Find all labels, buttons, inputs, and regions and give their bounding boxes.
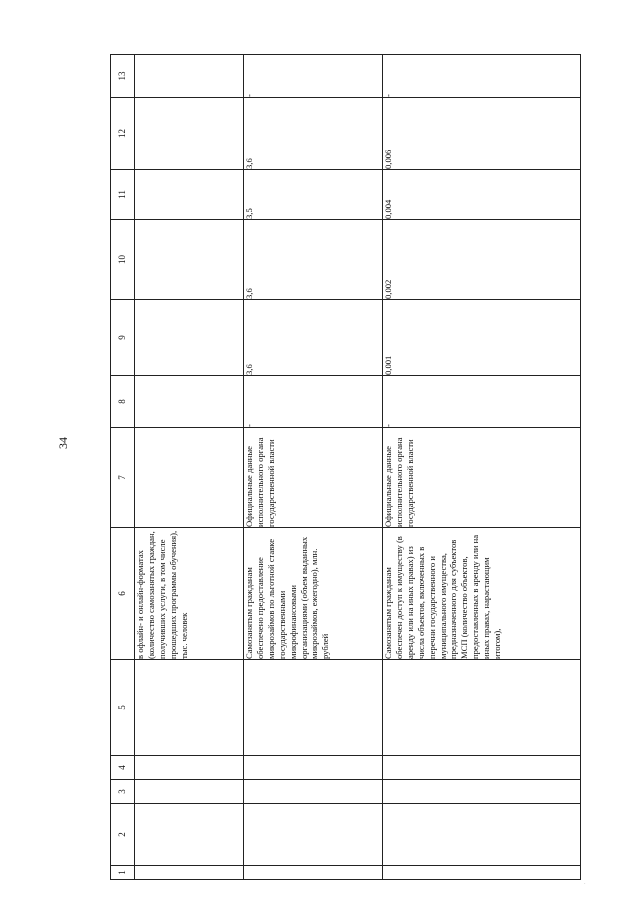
table-row xyxy=(383,55,581,880)
source-cell xyxy=(135,428,244,528)
value-cell xyxy=(135,55,244,98)
col-header-8: 8 xyxy=(111,376,135,428)
value-cell: 3,6 xyxy=(244,300,383,376)
value-cell: 0,004 xyxy=(383,170,581,220)
value-cell xyxy=(135,170,244,220)
col-header-11: 11 xyxy=(111,170,135,220)
value-cell xyxy=(135,376,244,428)
col-header-9: 9 xyxy=(111,300,135,376)
value-cell xyxy=(135,300,244,376)
col-header-7: 7 xyxy=(111,428,135,528)
header-row xyxy=(111,55,135,880)
col-header-3: 3 xyxy=(111,780,135,804)
indicator-cell: Самозанятым гражданам обеспечено предоставление микрозаймов по льготной ставке государственными микрофинансовыми организациями (объем выданных микрозаймов, ежегодно), млн. рублей xyxy=(244,528,383,660)
col-header-10: 10 xyxy=(111,220,135,300)
value-cell: 0,001 xyxy=(383,300,581,376)
col-header-4: 4 xyxy=(111,756,135,780)
value-cell: - xyxy=(383,376,581,428)
value-cell: 3,6 xyxy=(244,220,383,300)
source-cell: Официальные данные исполнительного органа государственной власти xyxy=(244,428,383,528)
value-cell xyxy=(135,98,244,170)
value-cell: 3,5 xyxy=(244,170,383,220)
source-cell: Официальные данные исполнительного органа государственной власти xyxy=(383,428,581,528)
value-cell: 3,6 xyxy=(244,98,383,170)
col-header-6: 6 xyxy=(111,528,135,660)
col-header-13: 13 xyxy=(111,55,135,98)
value-cell xyxy=(135,220,244,300)
scan-mark: · xyxy=(584,882,586,887)
value-cell: - xyxy=(383,55,581,98)
value-cell: 0,006 xyxy=(383,98,581,170)
indicator-cell: Самозанятым гражданам обеспечен доступ к имуществу (в аренду или на иных правах) из числа объектов, включенных в перечни государственного и муниципального имущества, предназначенного для субъектов МСП (количество объектов, предоставленных в аренду или на иных правах, нарастающим итогом), xyxy=(383,528,581,660)
col-header-12: 12 xyxy=(111,98,135,170)
value-cell: 0,002 xyxy=(383,220,581,300)
table-row xyxy=(244,55,383,880)
data-table xyxy=(110,54,581,880)
indicator-cell: в офлайн- и онлайн-форматах (количество самозанятых граждан, получивших услуги, в том числе прошедших программы обучения), тыс. человек xyxy=(135,528,244,660)
value-cell: - xyxy=(244,55,383,98)
col-header-1: 1 xyxy=(111,866,135,880)
table-row xyxy=(135,55,244,880)
value-cell: - xyxy=(244,376,383,428)
col-header-2: 2 xyxy=(111,804,135,866)
col-header-5: 5 xyxy=(111,660,135,756)
page-number: 34 xyxy=(56,437,70,449)
rotated-table-container xyxy=(110,55,580,880)
